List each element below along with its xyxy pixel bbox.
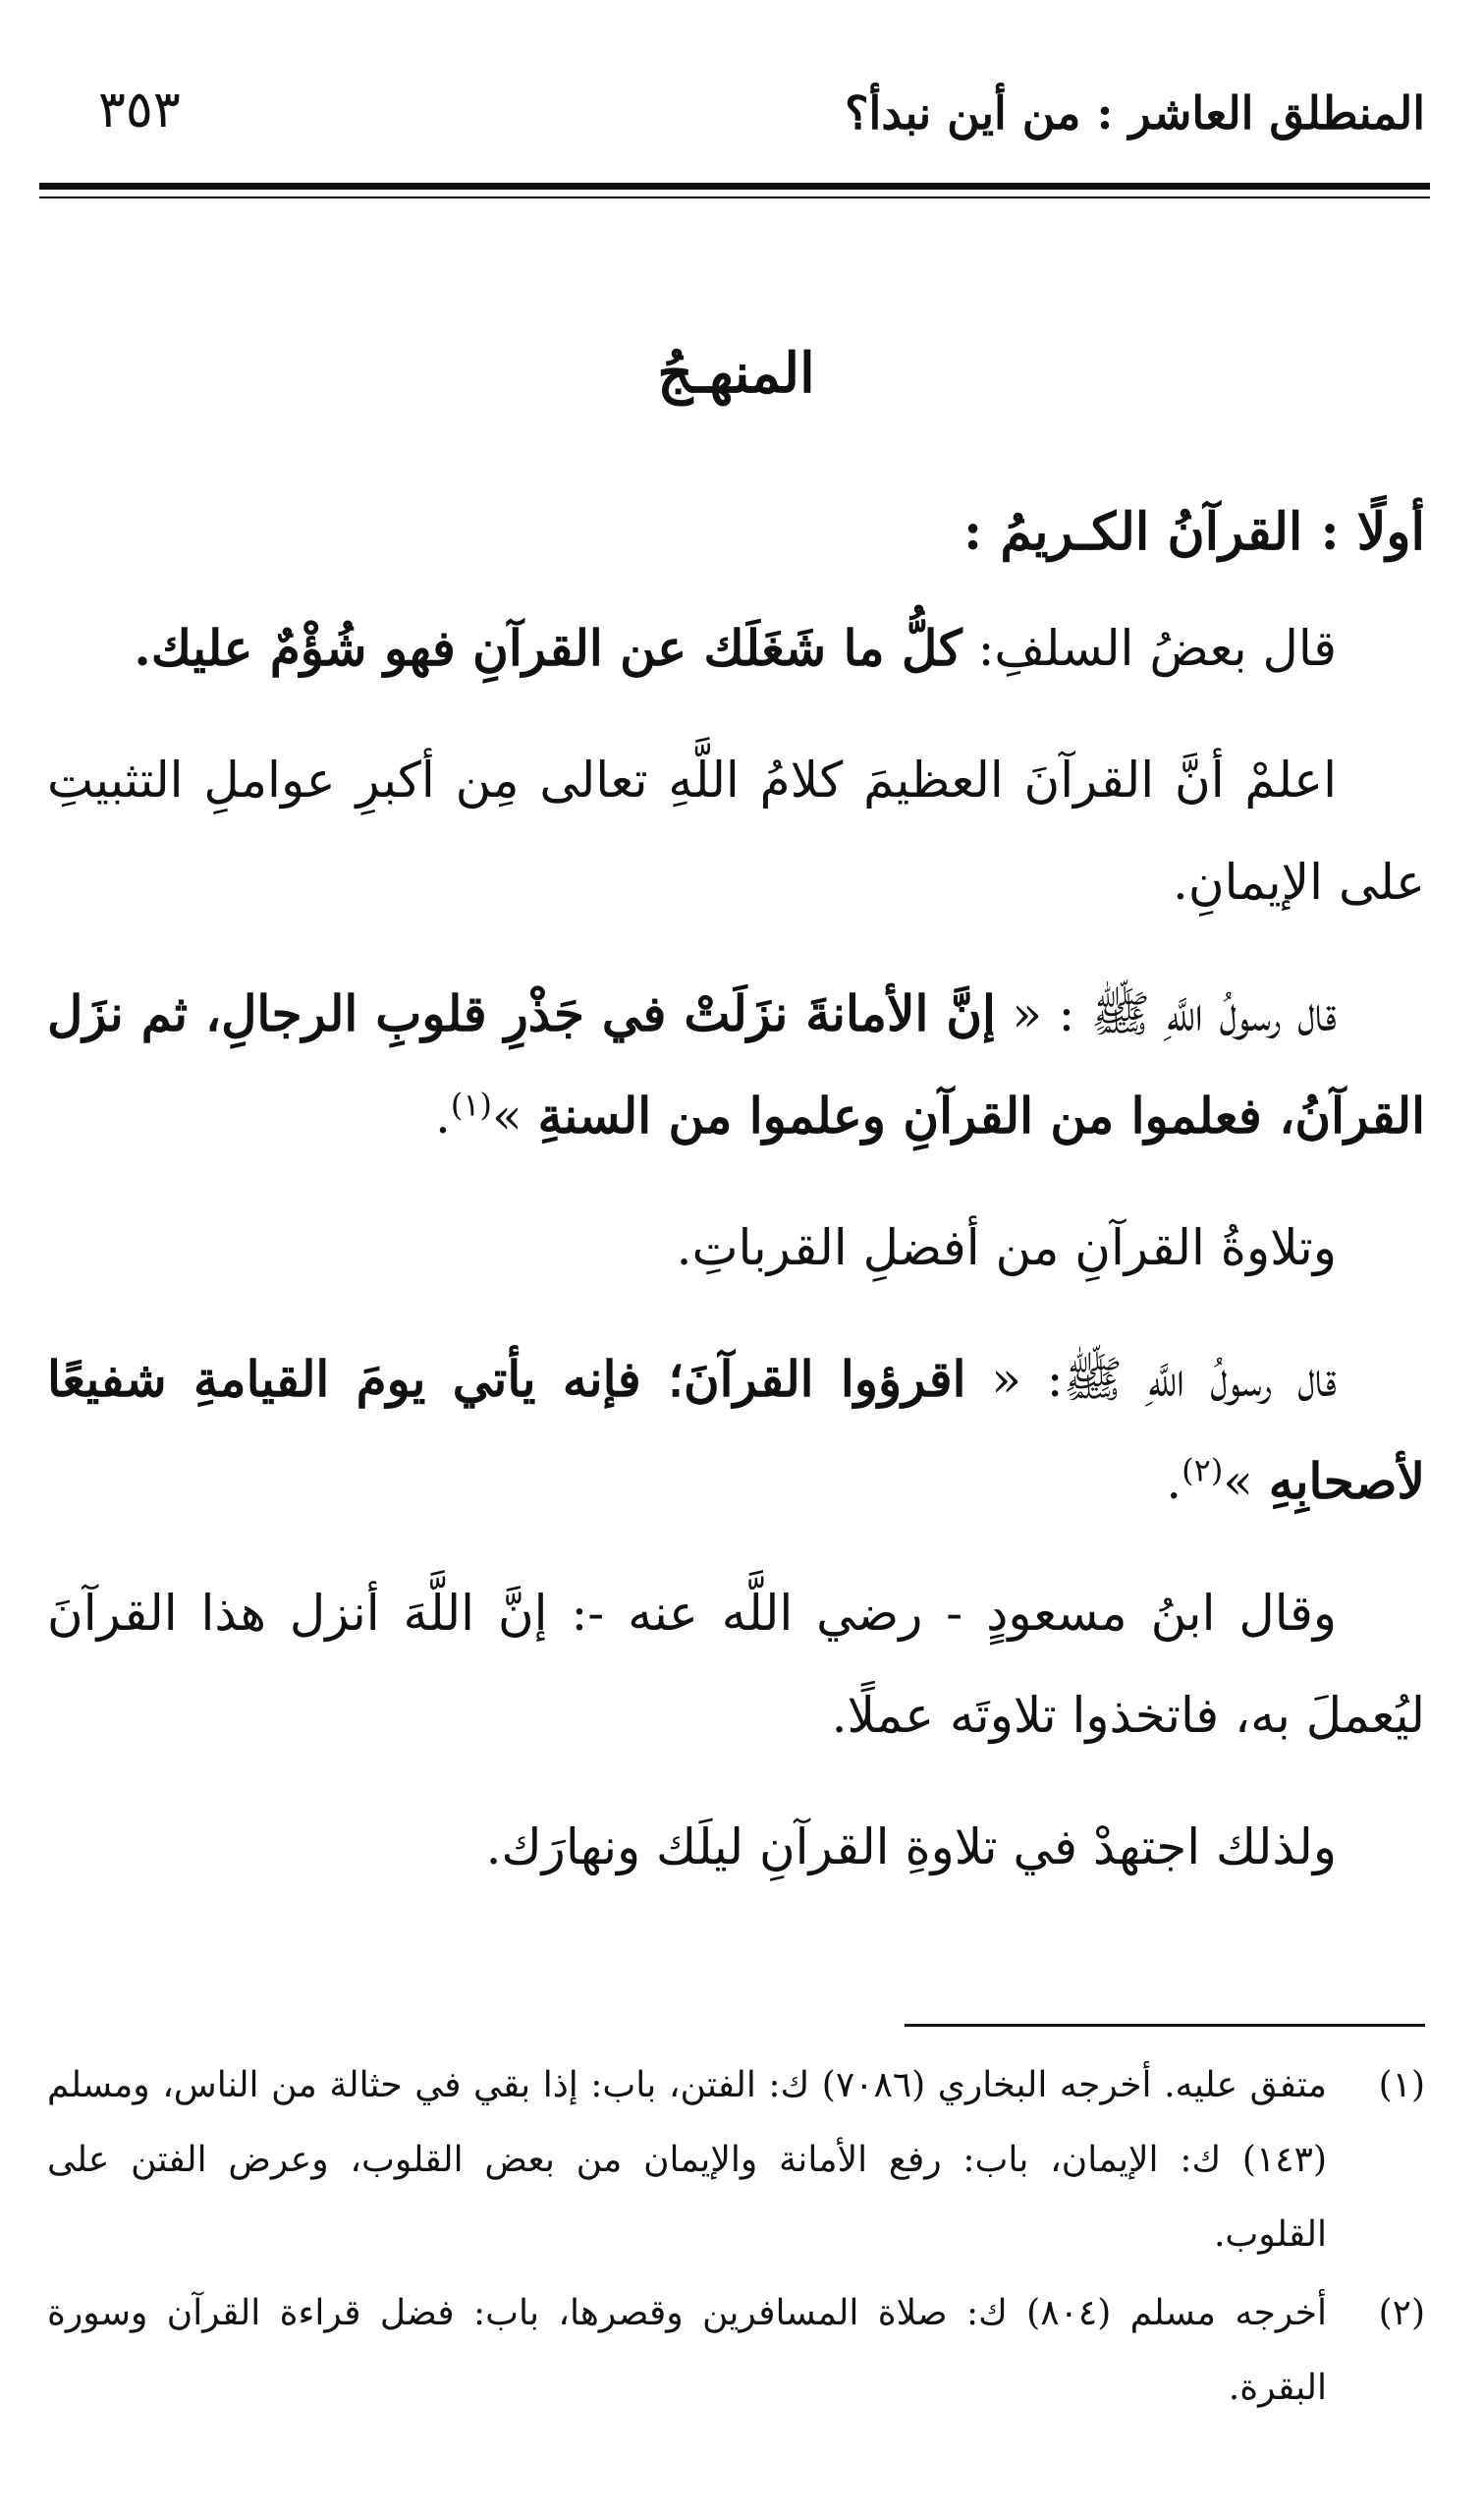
header-rule-thin — [39, 196, 1430, 198]
footnote-2 — [47, 2276, 1425, 2426]
salaf-quote: كلُّ ما شَغَلَك عن القرآنِ فهو شُؤْمٌ عليك. — [134, 619, 962, 677]
hadith-amana-text: إنَّ الأمانةَ نزَلَتْ في جَذْرِ قلوبِ الرجالِ، ثم نزَل القرآنُ، فعلموا من القرآنِ وعلموا من السنةِ — [47, 984, 1425, 1145]
footnote-separator — [905, 2024, 1425, 2027]
paragraph-hadith-amana — [47, 963, 1425, 1167]
footnote-text: أخرجه مسلم (٨٠٤) ك: صلاة المسافرين وقصرها، باب: فضل قراءة القرآن وسورة البقرة. — [47, 2293, 1328, 2408]
paragraph-salaf-quote — [47, 597, 1425, 699]
main-content — [47, 334, 1425, 1928]
paragraph-conclusion: ولذلك اجتهدْ في تلاوةِ القرآنِ ليلَك ونهارَك. — [485, 1818, 1337, 1875]
footnote-ref-2[interactable]: (٢) — [1182, 1451, 1224, 1489]
header-rule-thick — [39, 183, 1430, 190]
footnote-text: متفق عليه. أخرجه البخاري (٧٠٨٦) ك: الفتن، باب: إذا بقي في حثالة من الناس، ومسلم (١٤٣) ك: الإيمان، باب: رفع الأمانة والإيمان من بعض القلوب، وعرض الفتن على القلوب. — [47, 2065, 1327, 2255]
paragraph-intro: اعلمْ أنَّ القرآنَ العظيمَ كلامُ اللَّهِ تعالى مِن أكبرِ عواملِ التثبيتِ على الإيمانِ. — [47, 752, 1425, 911]
paragraph-tilawa: وتلاوةُ القرآنِ من أفضلِ القرباتِ. — [676, 1219, 1337, 1276]
footnotes — [47, 2048, 1425, 2430]
paragraph-lead: قال بعضُ السلفِ: — [962, 620, 1337, 677]
paragraph-lead: قال رسولُ اللَّهِ ﷺ: « — [965, 1351, 1337, 1408]
period: . — [1166, 1453, 1182, 1510]
footnote-number: (١) — [1378, 2065, 1425, 2105]
paragraph-lead: قال رسولُ اللَّهِ ﷺ : « — [995, 985, 1337, 1042]
quote-close: » — [1223, 1453, 1269, 1510]
section-title: المنهـجُ — [657, 341, 815, 406]
page-number: ٣٥٣ — [98, 81, 181, 140]
footnote-number: (٢) — [1378, 2293, 1425, 2333]
footnote-1 — [47, 2048, 1425, 2272]
paragraph-hadith-iqraoo — [47, 1328, 1425, 1533]
footnote-ref-1[interactable]: (١) — [450, 1086, 493, 1124]
page-header — [39, 69, 1425, 157]
quote-close: » — [492, 1088, 538, 1145]
hadith-iqraoo-text: اقرؤوا القرآنَ؛ فإنه يأتي يومَ القيامةِ شفيعًا لأصحابِهِ — [47, 1350, 1425, 1510]
paragraph-ibn-masud: وقال ابنُ مسعودٍ - رضي اللَّه عنه -: إنَّ اللَّهَ أنزل هذا القرآنَ ليُعملَ به، فاتخذوا تلاوتَه عملًا. — [47, 1585, 1425, 1744]
subheading-quran: أولًا : القرآنُ الكـريمُ : — [963, 502, 1425, 562]
period: . — [434, 1088, 451, 1145]
running-title: المنطلق العاشر : من أين نبدأ؟ — [845, 86, 1425, 140]
